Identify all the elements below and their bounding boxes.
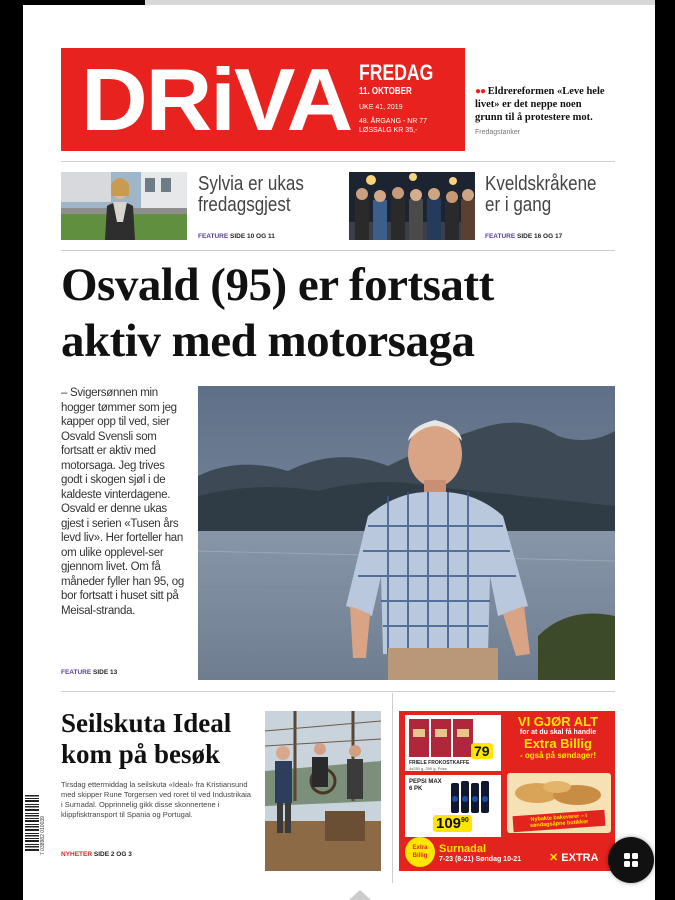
ad-slogan: VI GJØR ALT for at du skal få handle Extra Billig - også på søndager! [517,714,599,760]
issue-price: LØSSALG KR 35,- [359,127,418,134]
divider [61,691,615,692]
pepsi-product: PEPSI MAX 6 PK $109^{90}$ [405,775,501,837]
second-story-ref: NYHETER SIDE 2 OG 3 [61,851,132,858]
grid-menu-button[interactable] [608,837,654,883]
issue-day: FREDAG [359,60,434,85]
main-headline[interactable]: Osvald (95) er fortsatt aktiv med motorsaga [61,259,494,367]
second-story-body: Tirsdag ettermiddag la seilskuta «Ideal» fra Kristiansund med skipper Rune Torgersen ved roret til ved Industrikaia i Surnadal. Opprinnelig gikk disse skonnertene i klippfisktransport til Spania og Portugal. [61,780,251,819]
teaser-kveldskrakene-ref: FEATURE SIDE 16 OG 17 [485,233,563,240]
issue-number: 48. ÅRGANG - NR 77 [359,118,428,125]
teaser-sylvia-title[interactable]: Sylvia er ukas fredagsgjest [198,173,304,216]
opinion-teaser-text: Eldrereformen «Leve hele livet» er det neppe noen grunn til å protestere mot. [475,86,605,123]
main-story-ref: FEATURE SIDE 13 [61,669,118,676]
masthead [61,48,465,151]
bakery-image: Nybakte bakevarer – i søndagsåpne butikker [507,773,611,833]
osvald-photo[interactable] [198,386,615,680]
masthead-info [359,62,452,135]
kveldskrakene-photo[interactable] [349,172,475,240]
bullet-dots-icon: ●● [475,86,486,97]
newspaper-page[interactable] [23,5,655,900]
opinion-teaser[interactable] [475,85,605,136]
opinion-teaser-tag: Fredagstanker [475,129,521,136]
store-hours: 7-23 (8-21) Søndag 10-21 [439,856,522,863]
sylvia-photo[interactable] [61,172,187,240]
teaser-sylvia-ref: FEATURE SIDE 10 OG 11 [198,233,275,240]
extra-billig-ad[interactable] [399,711,615,871]
barcode [25,795,49,855]
extra-chain-logo: ✕ EXTRA [549,852,599,864]
issue-date: 11. OKTOBER [359,86,412,97]
main-lead-text: – Svigersønnen min hogger tømmer som jeg kapper opp til ved, sier Osvald Svensli som fortsatt er aktiv med motorsaga. Jeg trives godt i skogen sjøl i de kaldeste vinterdagene. Osvald er denne ukas gjest i serien «Tusen års levd liv». Her forteller han om ulike opplevel-ser gjennom livet. Om få måneder fyller han 95, og bor fortsatt i huset sitt på Meisal-stranda. [61,387,184,617]
chevron-up-icon[interactable] [349,890,371,900]
issue-week: UKE 41, 2019 [359,104,403,111]
driva-logo: DRiVA [81,50,352,149]
grid-icon [624,853,638,867]
barcode-number: 7 038982 010039 [40,816,46,855]
price-79: 79 [471,743,493,759]
divider [61,161,615,162]
second-headline[interactable]: Seilskuta Ideal kom på besøk [61,708,232,769]
extra-billig-badge: Extra Billig [405,837,435,867]
divider [61,250,615,251]
column-divider [392,693,393,883]
teaser-kveldskrakene-title[interactable]: Kveldskråkene er i gang [485,173,597,216]
coffee-product: FRIELE FROKOSTKAFFE 4x250 g, 250 g, Pose 79 [405,715,501,771]
ideal-ship-photo[interactable] [265,711,381,871]
store-name: Surnadal [439,843,487,855]
price-109: $109^{90}$ [433,815,472,832]
